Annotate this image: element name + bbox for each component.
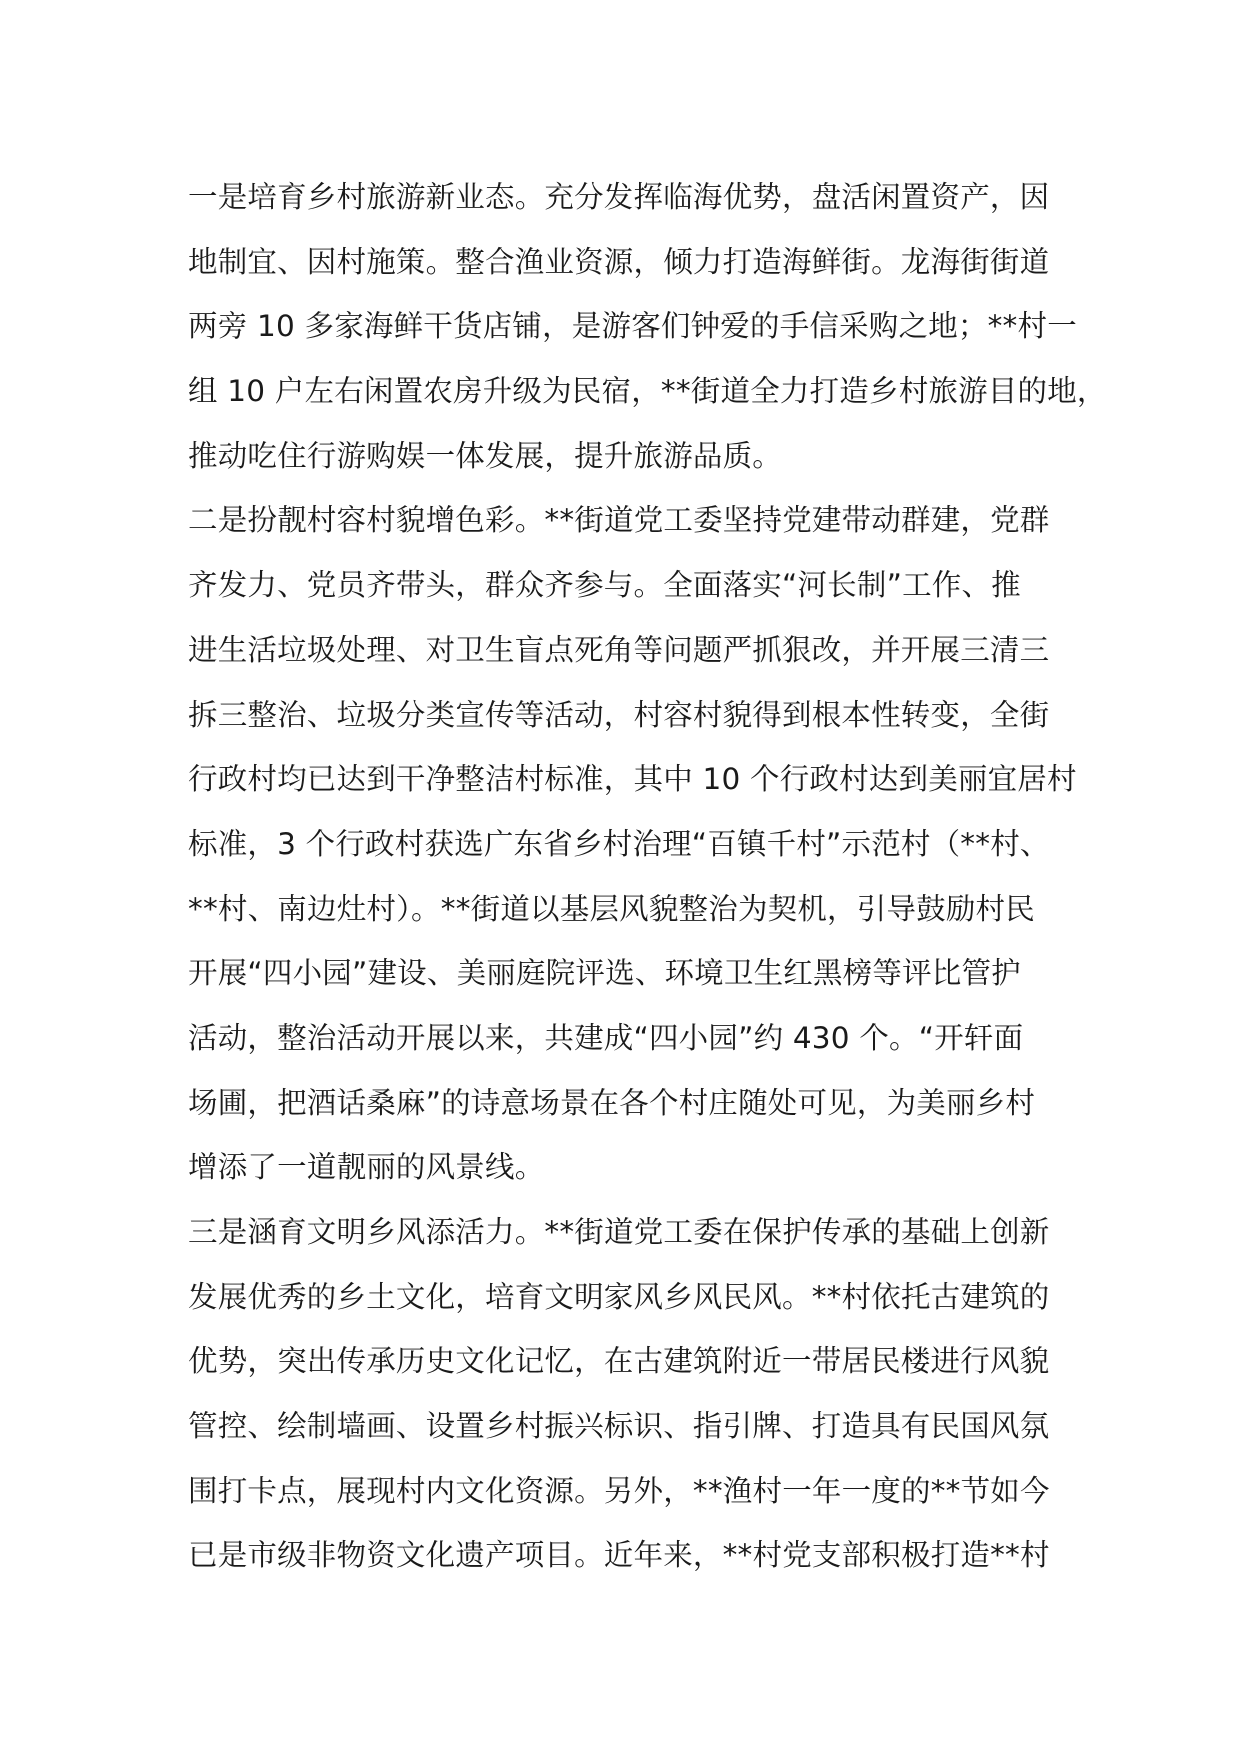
text-line: 发展优秀的乡土文化，培育文明家风乡风民风。**村依托古建筑的 (188, 1279, 1050, 1314)
text-line: 二是扮靓村容村貌增色彩。**街道党工委坚持党建带动群建，党群 (188, 503, 1050, 538)
text-line: 两旁 10 多家海鲜干货店铺，是游客们钟爱的手信采购之地；**村一 (188, 309, 1077, 344)
text-line: **村、南边灶村）。**街道以基层风貌整治为契机，引导鼓励村民 (188, 891, 1035, 926)
text-line: 齐发力、党员齐带头，群众齐参与。全面落实“河长制”工作、推 (188, 568, 1021, 603)
text-line: 标准，3 个行政村获选广东省乡村治理“百镇千村”示范村（**村、 (188, 826, 1050, 861)
text-line: 围打卡点，展现村内文化资源。另外，**渔村一年一度的**节如今 (188, 1473, 1050, 1508)
text-line: 已是市级非物资文化遗产项目。近年来，**村党支部积极打造**村 (188, 1538, 1050, 1573)
text-line: 地制宜、因村施策。整合渔业资源，倾力打造海鲜街。龙海街街道 (188, 244, 1050, 279)
text-line: 三是涵育文明乡风添活力。**街道党工委在保护传承的基础上创新 (188, 1215, 1050, 1249)
text-line: 优势，突出传承历史文化记忆，在古建筑附近一带居民楼进行风貌 (188, 1344, 1050, 1379)
text-line: 管控、绘制墙画、设置乡村振兴标识、指引牌、打造具有民国风氛 (188, 1409, 1050, 1444)
text-line: 行政村均已达到干净整洁村标准，其中 10 个行政村达到美丽宜居村 (188, 762, 1077, 797)
text-line: 场圃，把酒话桑麻”的诗意场景在各个村庄随处可见，为美丽乡村 (188, 1085, 1036, 1120)
text-line: 组 10 户左右闲置农房升级为民宿，**街道全力打造乡村旅游目的地， (188, 374, 1107, 409)
text-line: 活动，整治活动开展以来，共建成“四小园”约 430 个。“开轩面 (188, 1020, 1024, 1055)
text-line: 进生活垃圾处理、对卫生盲点死角等问题严抓狠改，并开展三清三 (188, 632, 1050, 667)
text-line: 拆三整治、垃圾分类宣传等活动，村容村貌得到根本性转变，全街 (188, 697, 1050, 732)
text-line: 一是培育乡村旅游新业态。充分发挥临海优势，盘活闲置资产，因 (188, 180, 1050, 214)
document-body (188, 165, 1107, 1588)
text-line: 推动吃住行游购娱一体发展，提升旅游品质。 (188, 438, 783, 473)
text-line: 开展“四小园”建设、美丽庭院评选、环境卫生红黑榜等评比管护 (188, 956, 1021, 991)
text-line: 增添了一道靓丽的风景线。 (188, 1150, 545, 1185)
